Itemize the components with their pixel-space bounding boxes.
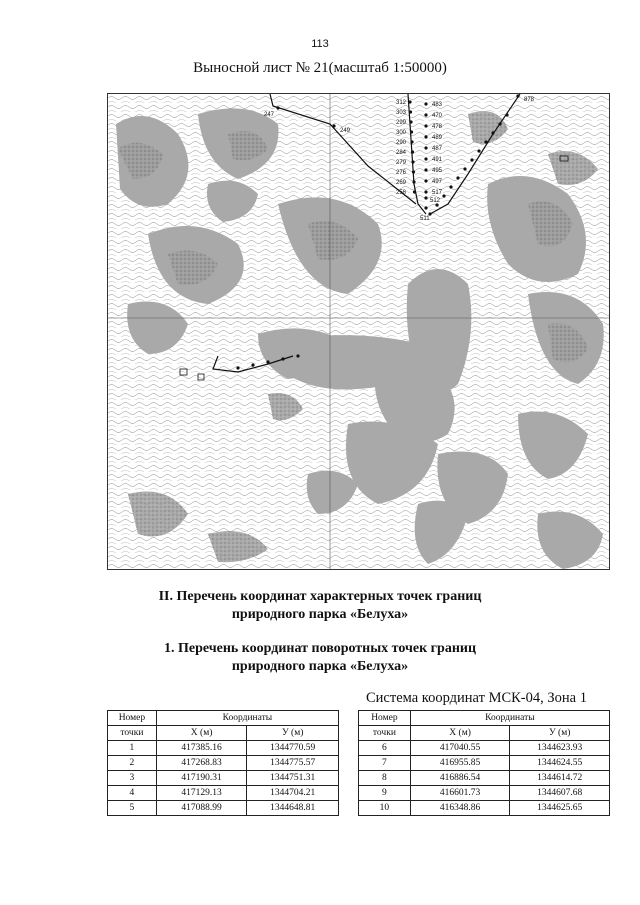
point-label: 300 — [396, 130, 407, 136]
y-coordinate-cell: 1344704.21 — [247, 786, 339, 801]
header-point-no-2: точки — [108, 726, 157, 741]
point-label: 487 — [432, 146, 443, 152]
boundary-point-marker — [470, 158, 473, 161]
boundary-point-marker — [449, 185, 452, 188]
point-label: 312 — [396, 100, 407, 106]
point-label: 495 — [432, 168, 443, 174]
point-label: 299 — [396, 120, 407, 126]
point-label: 483 — [432, 102, 443, 108]
boundary-point-marker — [409, 110, 412, 113]
table-row — [108, 801, 339, 816]
boundary-point-marker — [424, 168, 427, 171]
sheet-title: Выносной лист № 21(масштаб 1:50000) — [193, 60, 447, 76]
header-coordinates: Координаты — [410, 711, 609, 726]
boundary-point-marker — [498, 122, 501, 125]
boundary-point-marker — [424, 113, 427, 116]
point-number-cell: 1 — [108, 741, 157, 756]
table-row — [359, 756, 610, 771]
coordinates-table-left — [107, 710, 339, 816]
point-label: 303 — [396, 110, 407, 116]
boundary-point-marker — [296, 354, 299, 357]
table-row — [359, 771, 610, 786]
x-coordinate-cell: 417088.99 — [156, 801, 247, 816]
point-number-cell: 6 — [359, 741, 411, 756]
boundary-point-marker — [505, 113, 508, 116]
coordinate-system-label: Система координат МСК-04, Зона 1 — [366, 690, 587, 706]
point-label: 284 — [396, 150, 407, 156]
point-label: 279 — [396, 160, 407, 166]
subsection-heading-line1: 1. Перечень координат поворотных точек границ — [163, 641, 477, 656]
point-number-cell: 9 — [359, 786, 411, 801]
y-coordinate-cell: 1344751.31 — [247, 771, 339, 786]
subsection-heading — [0, 640, 640, 676]
y-coordinate-cell: 1344607.68 — [510, 786, 610, 801]
coordinates-table-right — [358, 710, 610, 816]
boundary-point-marker — [281, 357, 284, 360]
x-coordinate-cell: 416348.86 — [410, 801, 510, 816]
boundary-point-marker — [456, 176, 459, 179]
point-label: 489 — [432, 135, 443, 141]
boundary-point-marker — [442, 194, 445, 197]
boundary-point-marker — [484, 140, 487, 143]
x-coordinate-cell: 417268.83 — [156, 756, 247, 771]
subsection-heading-line2: природного парка «Белуха» — [231, 659, 409, 674]
boundary-point-marker — [332, 124, 335, 127]
boundary-point-marker — [410, 140, 413, 143]
point-label: 511 — [420, 216, 430, 222]
boundary-point-marker — [463, 167, 466, 170]
header-y: У (м) — [247, 726, 339, 741]
boundary-point-marker — [276, 106, 279, 109]
y-coordinate-cell: 1344775.57 — [247, 756, 339, 771]
boundary-point-marker — [411, 150, 414, 153]
point-label: 276 — [396, 170, 407, 176]
table-row — [108, 771, 339, 786]
point-number-cell: 2 — [108, 756, 157, 771]
point-label: 497 — [432, 179, 443, 185]
section-heading-line2: природного парка «Белуха» — [231, 607, 409, 622]
boundary-point-marker — [424, 135, 427, 138]
boundary-point-marker — [477, 149, 480, 152]
header-y: У (м) — [510, 726, 610, 741]
boundary-point-marker — [413, 190, 416, 193]
table-row — [108, 786, 339, 801]
boundary-point-marker — [412, 180, 415, 183]
point-label: 269 — [396, 180, 407, 186]
y-coordinate-cell: 1344624.55 — [510, 756, 610, 771]
point-label: 478 — [432, 124, 443, 130]
point-number-cell: 3 — [108, 771, 157, 786]
boundary-point-marker — [424, 190, 427, 193]
boundary-point-marker — [424, 179, 427, 182]
point-label: 258 — [396, 190, 407, 196]
boundary-point-marker — [424, 146, 427, 149]
boundary-point-marker — [424, 102, 427, 105]
y-coordinate-cell: 1344625.65 — [510, 801, 610, 816]
point-label: 512 — [430, 198, 441, 204]
header-x: X (м) — [410, 726, 510, 741]
header-point-no-2: точки — [359, 726, 411, 741]
y-coordinate-cell: 1344648.81 — [247, 801, 339, 816]
point-number-cell: 10 — [359, 801, 411, 816]
y-coordinate-cell: 1344623.93 — [510, 741, 610, 756]
point-number-cell: 8 — [359, 771, 411, 786]
point-label: 878 — [524, 97, 535, 103]
boundary-point-marker — [410, 130, 413, 133]
boundary-point-marker — [409, 120, 412, 123]
section-heading — [0, 588, 640, 624]
point-label: 491 — [432, 157, 443, 163]
header-coordinates: Координаты — [156, 711, 338, 726]
topographic-map — [107, 93, 610, 570]
point-label: 517 — [432, 190, 443, 196]
point-number-cell: 7 — [359, 756, 411, 771]
x-coordinate-cell: 416601.73 — [410, 786, 510, 801]
x-coordinate-cell: 417385.16 — [156, 741, 247, 756]
table-row — [359, 801, 610, 816]
boundary-point-marker — [412, 170, 415, 173]
point-label: 247 — [264, 112, 275, 118]
point-number-cell: 5 — [108, 801, 157, 816]
table-row — [359, 741, 610, 756]
boundary-point-marker — [424, 157, 427, 160]
boundary-point-marker — [266, 360, 269, 363]
point-number-cell: 4 — [108, 786, 157, 801]
boundary-point-marker — [408, 100, 411, 103]
y-coordinate-cell: 1344614.72 — [510, 771, 610, 786]
point-label: 470 — [432, 113, 443, 119]
boundary-point-marker — [424, 196, 427, 199]
header-x: X (м) — [156, 726, 247, 741]
x-coordinate-cell: 417040.55 — [410, 741, 510, 756]
y-coordinate-cell: 1344770.59 — [247, 741, 339, 756]
boundary-point-marker — [424, 206, 427, 209]
header-point-no: Номер — [359, 711, 411, 726]
x-coordinate-cell: 417190.31 — [156, 771, 247, 786]
header-point-no: Номер — [108, 711, 157, 726]
section-heading-line1: II. Перечень координат характерных точек границ — [158, 589, 482, 604]
boundary-point-marker — [411, 160, 414, 163]
x-coordinate-cell: 416955.85 — [410, 756, 510, 771]
point-label: 290 — [396, 140, 407, 146]
table-row — [108, 741, 339, 756]
x-coordinate-cell: 417129.13 — [156, 786, 247, 801]
boundary-point-marker — [251, 363, 254, 366]
boundary-point-marker — [516, 94, 519, 97]
boundary-point-marker — [491, 131, 494, 134]
x-coordinate-cell: 416886.54 — [410, 771, 510, 786]
table-row — [108, 756, 339, 771]
boundary-point-marker — [236, 366, 239, 369]
table-row — [359, 786, 610, 801]
point-label: 249 — [340, 128, 351, 134]
boundary-point-marker — [424, 124, 427, 127]
page-number: 113 — [311, 38, 329, 50]
